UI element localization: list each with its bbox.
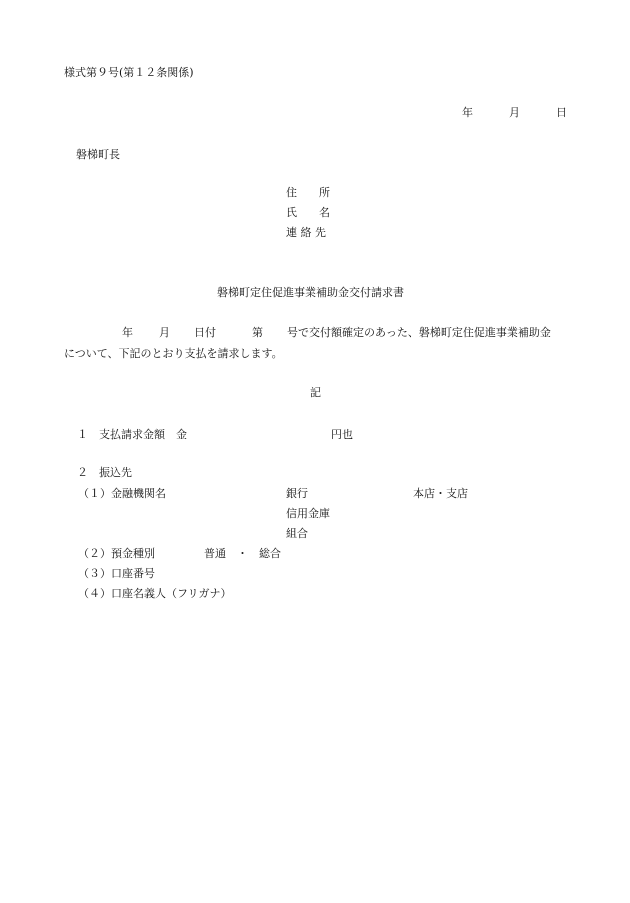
body-dai: 第 — [252, 326, 263, 339]
bank-type-bank: 銀行 — [286, 487, 308, 500]
bank-type-kumiai: 組合 — [286, 527, 308, 540]
item1-unit: 円也 — [331, 428, 353, 441]
body-dated: 日付 — [194, 326, 216, 339]
applicant-contact-label: 連 絡 先 — [286, 226, 326, 239]
date-day: 日 — [556, 106, 567, 119]
item1-label: １ 支払請求金額 金 — [77, 428, 187, 441]
applicant-name-label: 氏 名 — [286, 206, 330, 219]
form-number: 様式第９号(第１２条関係) — [64, 66, 194, 79]
addressee: 磐梯町長 — [76, 148, 120, 161]
branch-option: 本店・支店 — [413, 487, 468, 500]
bank-name-label: （１）金融機関名 — [78, 487, 166, 500]
account-number-label: （３）口座番号 — [78, 567, 155, 580]
body-line2: について、下記のとおり支払を請求します。 — [64, 347, 283, 360]
ki-heading: 記 — [310, 386, 321, 399]
item2-label: ２ 振込先 — [77, 466, 132, 479]
account-type-options: 普通 ・ 総合 — [204, 547, 281, 560]
account-type-label: （２）預金種別 — [78, 547, 155, 560]
body-line1-rest: 号で交付額確定のあった、磐梯町定住促進事業補助金 — [287, 326, 551, 339]
date-year: 年 — [462, 106, 473, 119]
document-title: 磐梯町定住促進事業補助金交付請求書 — [217, 286, 404, 299]
date-month: 月 — [509, 106, 520, 119]
account-holder-label: （４）口座名義人（フリガナ） — [78, 587, 232, 600]
bank-type-shinkin: 信用金庫 — [286, 507, 330, 520]
applicant-address-label: 住 所 — [286, 186, 330, 199]
body-year: 年 — [122, 326, 133, 339]
body-month: 月 — [159, 326, 170, 339]
